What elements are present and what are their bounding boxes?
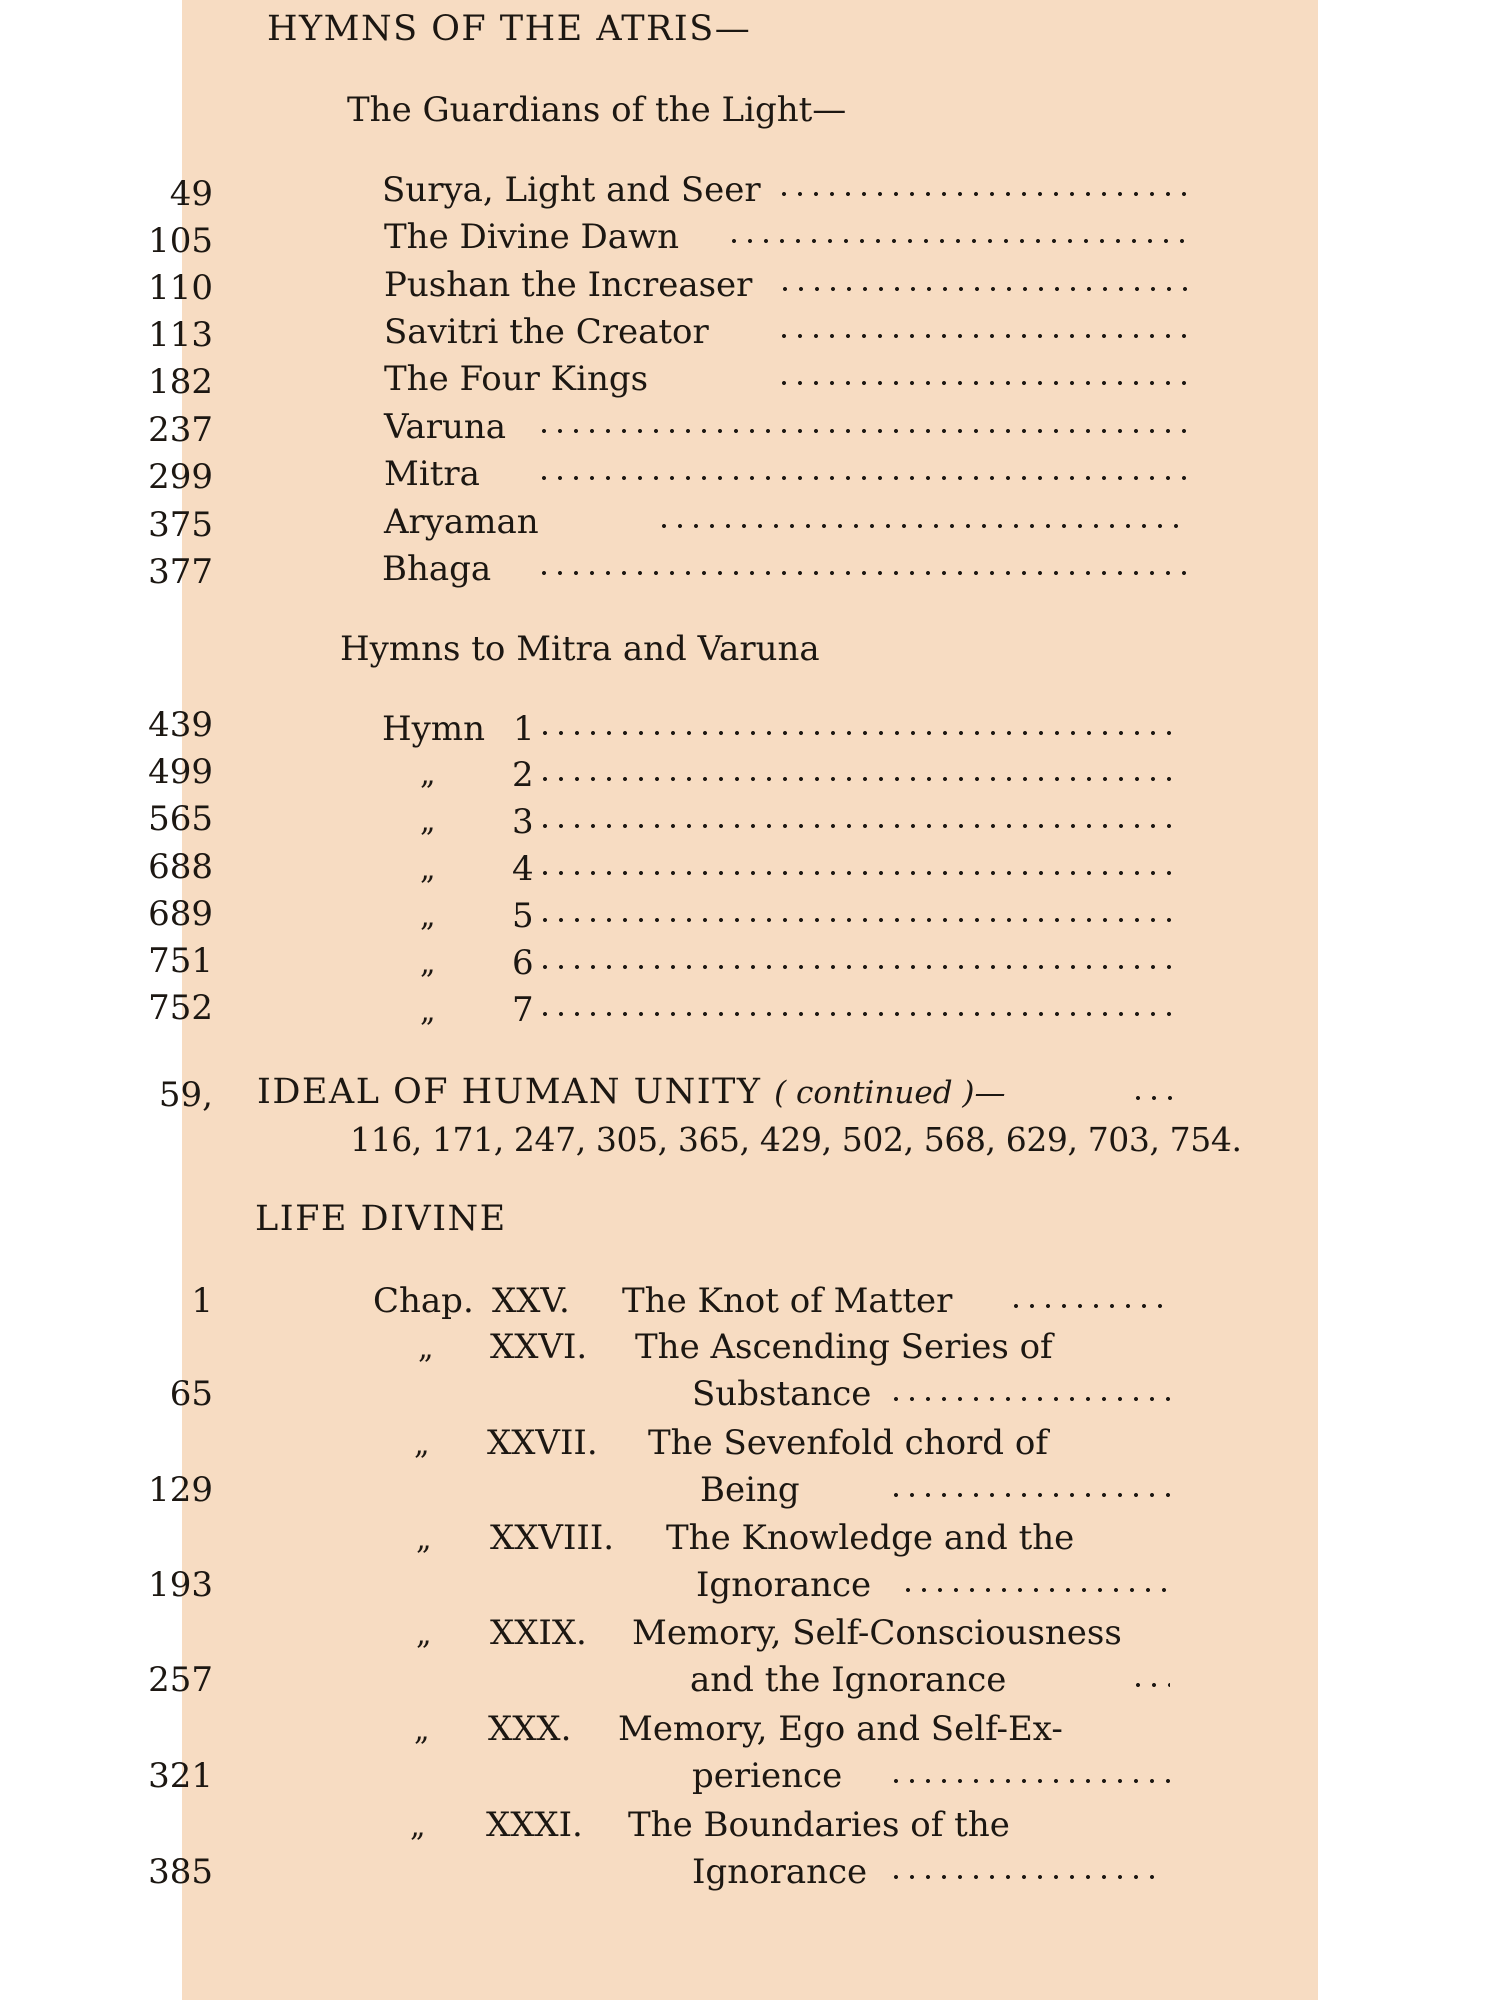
chapter-title: The Ascending Series of	[635, 1327, 1053, 1367]
chapter-number: XXV.	[492, 1281, 570, 1321]
hymn-page: 752	[148, 988, 213, 1028]
chapter-title: The Knowledge and the	[666, 1518, 1075, 1558]
chapter-number: XXVI.	[490, 1327, 588, 1367]
chapter-title-cont: Being	[700, 1470, 800, 1510]
ditto-mark: „	[420, 804, 436, 839]
subheading-guardians: The Guardians of the Light—	[347, 90, 847, 130]
toc-entry-title: Savitri the Creator	[384, 312, 709, 352]
hymn-number: 3	[512, 802, 534, 842]
hymn-label: Hymn	[382, 709, 485, 749]
hymn-page: 499	[148, 752, 213, 792]
hymn-number: 4	[512, 849, 534, 889]
toc-entry-page: 299	[148, 457, 213, 497]
section-heading-atris: HYMNS OF THE ATRIS—	[267, 9, 752, 49]
toc-entry-title: Pushan the Increaser	[384, 265, 753, 305]
toc-entry-title: Aryaman	[384, 502, 539, 542]
leader-dots	[888, 1397, 1174, 1401]
hymn-number: 7	[512, 990, 534, 1030]
leader-dots	[900, 1588, 1170, 1592]
chapter-page: 129	[148, 1470, 213, 1510]
leader-dots	[1130, 1096, 1174, 1100]
toc-entry-page: 237	[148, 410, 213, 450]
chapter-title-cont: and the Ignorance	[690, 1660, 1007, 1700]
toc-entry-page: 375	[148, 505, 213, 545]
leader-dots	[536, 476, 1188, 480]
toc-entry-page: 105	[148, 221, 213, 261]
leader-dots	[888, 1493, 1170, 1497]
leader-dots	[1008, 1304, 1174, 1308]
chapter-title-cont: Ignorance	[696, 1565, 872, 1605]
ditto-mark: „	[418, 1331, 434, 1366]
ditto-mark: „	[414, 1713, 430, 1748]
section-heading-unity	[257, 1072, 1006, 1112]
chapter-title-cont: Ignorance	[692, 1852, 868, 1892]
toc-entry-page: 182	[148, 362, 213, 402]
toc-entry-title: Bhaga	[382, 549, 492, 589]
toc-entry-title: The Divine Dawn	[384, 217, 680, 257]
chapter-number: XXVIII.	[490, 1518, 615, 1558]
leader-dots	[776, 334, 1188, 338]
chapter-page: 321	[148, 1756, 213, 1796]
unity-page-list: 116, 171, 247, 305, 365, 429, 502, 568, 629, 703, 754.	[350, 1120, 1242, 1159]
leader-dots	[536, 429, 1188, 433]
hymn-page: 565	[148, 799, 213, 839]
chapter-title: The Boundaries of the	[628, 1805, 1010, 1845]
chapter-page: 65	[169, 1374, 213, 1414]
chapter-page: 257	[148, 1660, 213, 1700]
unity-first-page: 59,	[158, 1075, 213, 1115]
chapter-number: XXVII.	[487, 1423, 598, 1463]
toc-entry-title: Varuna	[384, 407, 507, 447]
leader-dots	[537, 1012, 1182, 1016]
leader-dots	[776, 192, 1188, 196]
leader-dots	[536, 571, 1188, 575]
continued-note: ( continued )—	[774, 1075, 1006, 1111]
ditto-mark: „	[420, 852, 436, 887]
toc-entry-page: 113	[148, 315, 213, 355]
hymn-page: 751	[148, 941, 213, 981]
leader-dots	[1130, 1683, 1170, 1687]
ditto-mark: „	[416, 1617, 432, 1652]
hymn-number: 6	[512, 943, 534, 983]
chapter-title: The Knot of Matter	[622, 1281, 953, 1321]
section-heading-life-divine: LIFE DIVINE	[255, 1199, 507, 1239]
leader-dots	[726, 239, 1188, 243]
leader-dots	[776, 381, 1188, 385]
hymn-page: 439	[148, 705, 213, 745]
ditto-mark: „	[420, 899, 436, 934]
chapter-title-cont: Substance	[692, 1374, 872, 1414]
unity-title: IDEAL OF HUMAN UNITY	[257, 1072, 762, 1112]
hymn-number: 5	[512, 896, 534, 936]
leader-dots	[537, 918, 1182, 922]
chapter-title: Memory, Self-Consciousness	[632, 1613, 1122, 1653]
leader-dots	[537, 777, 1182, 781]
toc-entry-title: The Four Kings	[384, 359, 649, 399]
chapter-page: 193	[148, 1565, 213, 1605]
leader-dots	[888, 1779, 1170, 1783]
chapter-number: XXX.	[488, 1709, 572, 1749]
chapter-title: Memory, Ego and Self-Ex-	[618, 1709, 1063, 1749]
ditto-mark: „	[420, 994, 436, 1029]
toc-entry-page: 377	[148, 552, 213, 592]
toc-entry-title: Surya, Light and Seer	[382, 170, 761, 210]
chapter-page: 385	[148, 1852, 213, 1892]
ditto-mark: „	[414, 1427, 430, 1462]
leader-dots	[888, 1875, 1166, 1879]
leader-dots	[777, 287, 1188, 291]
subheading-mitra-varuna: Hymns to Mitra and Varuna	[340, 629, 820, 669]
chapter-number: XXIX.	[490, 1613, 587, 1653]
chapter-title-cont: perience	[692, 1756, 843, 1796]
ditto-mark: „	[420, 757, 436, 792]
ditto-mark: „	[416, 1522, 432, 1557]
leader-dots	[537, 871, 1182, 875]
leader-dots	[656, 524, 1188, 528]
hymn-number: 1	[513, 709, 535, 749]
hymn-page: 689	[148, 894, 213, 934]
ditto-mark: „	[420, 946, 436, 981]
hymn-number: 2	[512, 755, 534, 795]
hymn-page: 688	[148, 847, 213, 887]
leader-dots	[537, 824, 1182, 828]
toc-entry-title: Mitra	[384, 454, 480, 494]
chapter-number: XXXI.	[486, 1805, 583, 1845]
chapter-title: The Sevenfold chord of	[648, 1423, 1048, 1463]
chapter-prefix: Chap.	[373, 1281, 474, 1321]
leader-dots	[537, 731, 1182, 735]
chapter-page: 1	[191, 1281, 213, 1321]
toc-entry-page: 49	[169, 174, 213, 214]
ditto-mark: „	[410, 1809, 426, 1844]
leader-dots	[537, 965, 1182, 969]
toc-entry-page: 110	[148, 268, 213, 308]
